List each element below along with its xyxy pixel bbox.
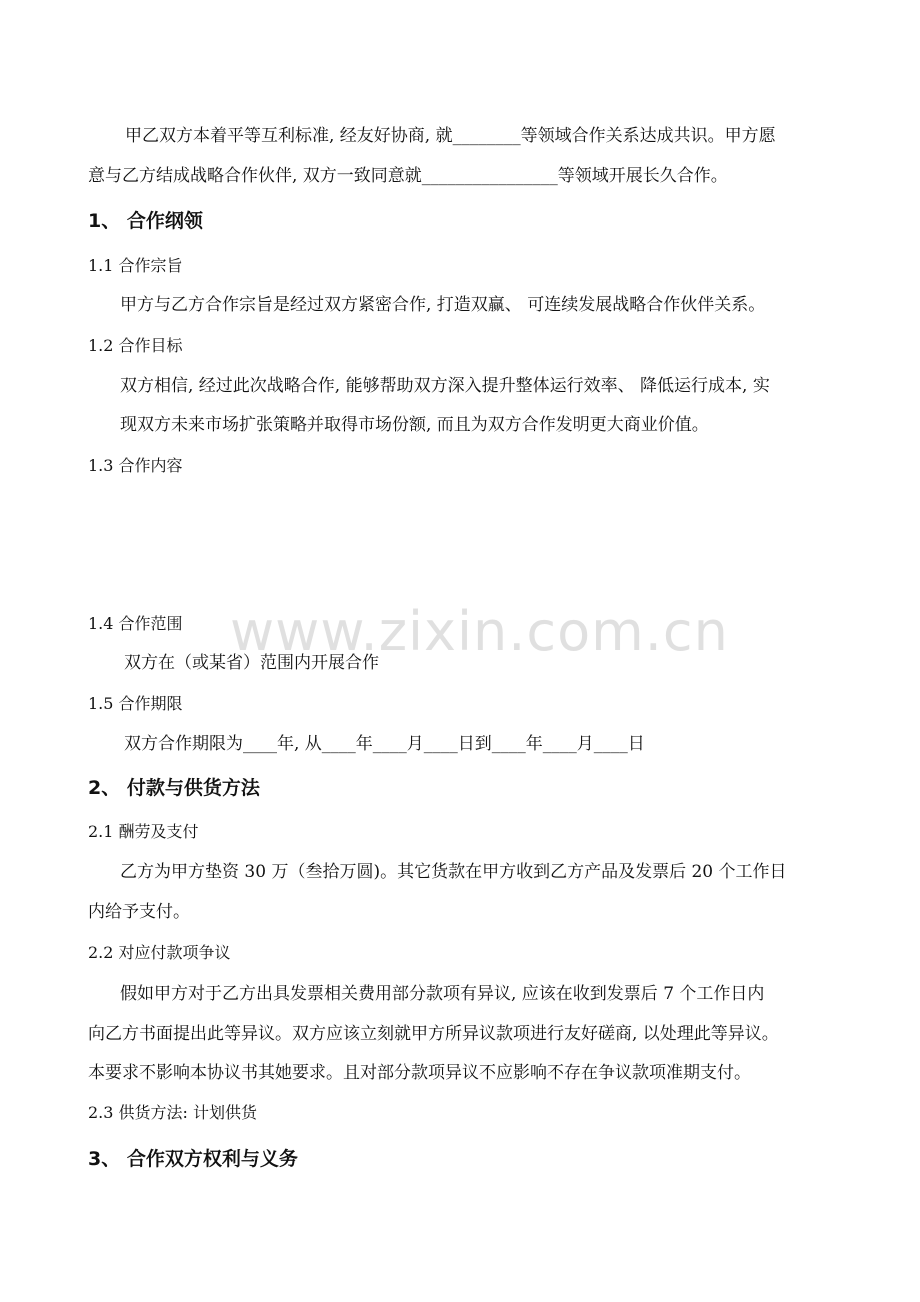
section-3-heading: 3、 合作双方权利与义务 [88,1148,298,1170]
subsection-2-3-heading: 2.3 供货方法: 计划供货 [88,1103,258,1122]
subsection-2-2-text-line-2: 向乙方书面提出此等异议。双方应该立刻就甲方所异议款项进行友好磋商, 以处理此等异议。 [88,1024,779,1044]
subsection-2-2-heading: 2.2 对应付款项争议 [88,943,231,962]
subsection-1-4-heading: 1.4 合作范围 [88,614,183,633]
watermark: www.zixin.com.cn [230,600,729,663]
subsection-2-2-text-line-1: 假如甲方对于乙方出具发票相关费用部分款项有异议, 应该在收到发票后 7 个工作日内 [120,984,765,1004]
section-1-heading: 1、 合作纲领 [88,210,203,232]
subsection-1-4-text: 双方在（或某省）范围内开展合作 [124,653,379,673]
subsection-2-2-text-line-3: 本要求不影响本协议书其她要求。且对部分款项异议不应影响不存在争议款项准期支付。 [88,1063,751,1083]
subsection-1-3-heading: 1.3 合作内容 [88,456,183,475]
subsection-1-2-text-line-1: 双方相信, 经过此次战略合作, 能够帮助双方深入提升整体运行效率、 降低运行成本, 实 [120,376,770,396]
subsection-2-1-text-line-2: 内给予支付。 [88,902,190,922]
subsection-1-2-heading: 1.2 合作目标 [88,336,183,355]
intro-paragraph-line-2: 意与乙方结成战略合作伙伴, 双方一致同意就________________等领域开展长久合作。 [88,166,728,186]
intro-paragraph-line-1: 甲乙双方本着平等互利标准, 经友好协商, 就________等领域合作关系达成共识。甲方愿 [125,126,776,146]
subsection-1-2-text-line-2: 现双方未来市场扩张策略并取得市场份额, 而且为双方合作发明更大商业价值。 [120,415,709,435]
subsection-1-5-text: 双方合作期限为____年, 从____年____月____日到____年____月____日 [124,734,645,754]
subsection-1-1-heading: 1.1 合作宗旨 [88,256,183,275]
section-2-heading: 2、 付款与供货方法 [88,777,260,799]
subsection-2-1-heading: 2.1 酬劳及支付 [88,822,199,841]
subsection-1-5-heading: 1.5 合作期限 [88,694,183,713]
subsection-2-1-text-line-1: 乙方为甲方垫资 30 万（叁拾万圆)。其它货款在甲方收到乙方产品及发票后 20 个工作日 [120,862,787,882]
subsection-1-1-text: 甲方与乙方合作宗旨是经过双方紧密合作, 打造双赢、 可连续发展战略合作伙伴关系。 [120,295,766,315]
